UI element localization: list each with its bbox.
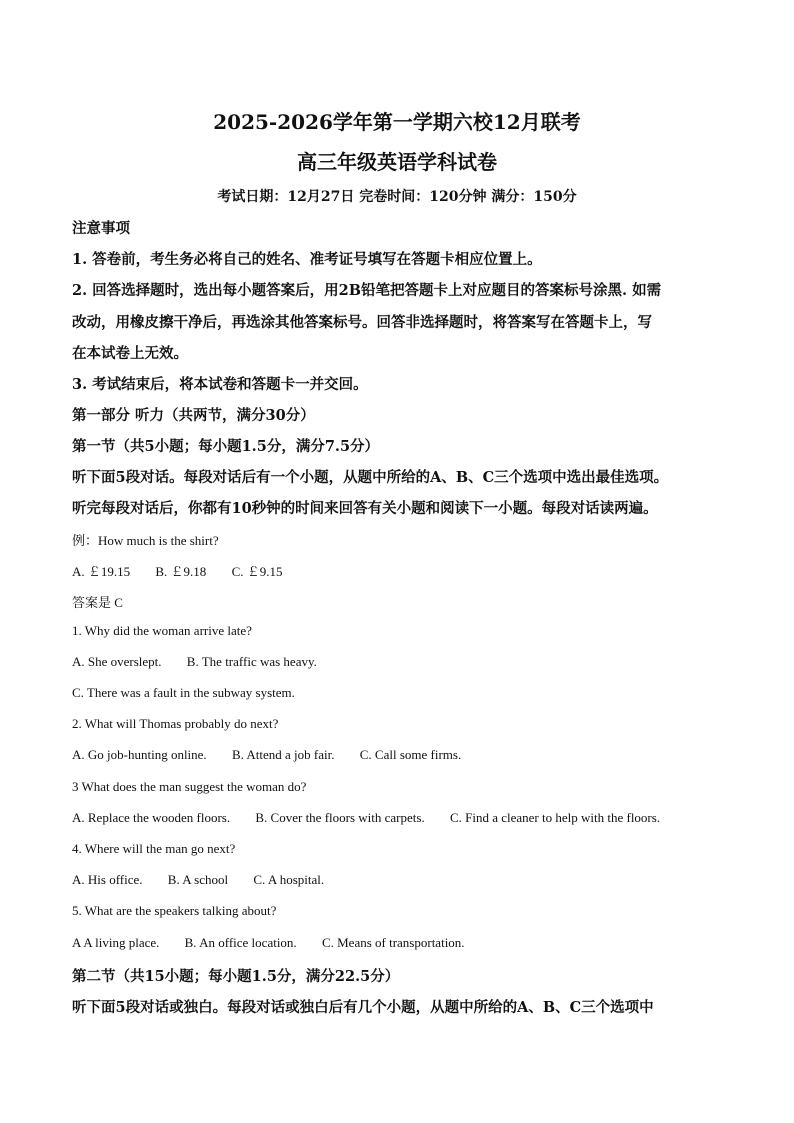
section2-instructions: 听下面5段对话或独白。每段对话或独白后有几个小题，从题中所给的A、B、C三个选项中 bbox=[72, 999, 654, 1016]
section1-heading: 第一节（共5小题；每小题1.5分，满分7.5分） bbox=[72, 438, 380, 455]
question-2-options bbox=[72, 747, 461, 763]
option: B. Cover the floors with carpets. bbox=[255, 810, 425, 825]
option: C. Means of transportation. bbox=[321, 935, 465, 950]
notice-heading: 注意事项 bbox=[72, 220, 130, 237]
question-3-options bbox=[72, 810, 660, 826]
question-2: 2. What will Thomas probably do next? bbox=[72, 716, 279, 731]
example-options bbox=[72, 561, 282, 580]
option: C. Call some firms. bbox=[359, 747, 462, 762]
section1-instructions-line-2: 听完每段对话后，你都有10秒钟的时间来回答有关小题和阅读下一小题。每段对话读两遍。 bbox=[72, 500, 658, 517]
option: B. The traffic was heavy. bbox=[186, 654, 317, 669]
option: B. An office location. bbox=[184, 935, 297, 950]
example-answer: 答案是 C bbox=[72, 595, 123, 610]
option: C. A hospital. bbox=[253, 872, 325, 887]
notice-item-2-line-3: 在本试卷上无效。 bbox=[72, 345, 188, 362]
question-5: 5. What are the speakers talking about? bbox=[72, 903, 277, 918]
option: B. ￡9.18 bbox=[155, 564, 207, 579]
question-1: 1. Why did the woman arrive late? bbox=[72, 623, 252, 638]
question-4: 4. Where will the man go next? bbox=[72, 841, 236, 856]
exam-info: 考试日期：12月27日 完卷时间：120分钟 满分：150分 bbox=[217, 189, 577, 205]
section2-heading: 第二节（共15小题；每小题1.5分，满分22.5分） bbox=[72, 968, 400, 985]
question-1-option-c: C. There was a fault in the subway system. bbox=[72, 685, 295, 700]
option: A. Go job-hunting online. bbox=[72, 747, 207, 762]
question-1-options bbox=[72, 654, 317, 670]
question-3: 3 What does the man suggest the woman do? bbox=[72, 779, 307, 794]
exam-title: 2025-2026学年第一学期六校12月联考 bbox=[213, 110, 581, 134]
part1-heading: 第一部分 听力（共两节，满分30分） bbox=[72, 407, 315, 424]
notice-item-2-line-1: 2. 回答选择题时，选出每小题答案后，用2B铅笔把答题卡上对应题目的答案标号涂黑. 如需 bbox=[72, 282, 662, 299]
example-question: 例：How much is the shirt? bbox=[72, 533, 219, 548]
option: A A living place. bbox=[72, 935, 160, 950]
section1-instructions-line-1: 听下面5段对话。每段对话后有一个小题，从题中所给的A、B、C三个选项中选出最佳选项。 bbox=[72, 469, 669, 486]
question-4-options bbox=[72, 872, 324, 888]
notice-item-2-line-2: 改动，用橡皮擦干净后，再选涂其他答案标号。回答非选择题时，将答案写在答题卡上，写 bbox=[72, 314, 652, 331]
option: B. A school bbox=[167, 872, 229, 887]
option: A. She overslept. bbox=[72, 654, 162, 669]
option: C. Find a cleaner to help with the floors. bbox=[449, 810, 661, 825]
option: A. His office. bbox=[72, 872, 143, 887]
option: C. ￡9.15 bbox=[231, 564, 283, 579]
exam-subtitle: 高三年级英语学科试卷 bbox=[297, 150, 497, 174]
notice-item-1: 1. 答卷前，考生务必将自己的姓名、准考证号填写在答题卡相应位置上。 bbox=[72, 251, 542, 268]
option: A. ￡19.15 bbox=[72, 564, 131, 579]
option: A. Replace the wooden floors. bbox=[72, 810, 231, 825]
option: B. Attend a job fair. bbox=[231, 747, 335, 762]
question-5-options bbox=[72, 935, 465, 951]
notice-item-3: 3. 考试结束后，将本试卷和答题卡一并交回。 bbox=[72, 376, 368, 393]
